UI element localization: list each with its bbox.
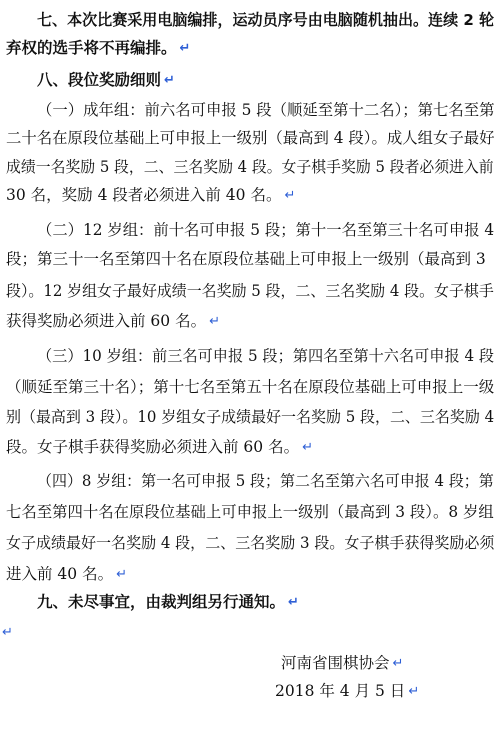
age12-group-line-2 — [0, 248, 500, 270]
line-text: 河南省围棋协会 — [281, 654, 390, 672]
age8-group-line-4 — [0, 563, 500, 585]
age12-group-line-4 — [0, 310, 500, 332]
adult-group-line-3 — [0, 156, 500, 178]
line-text: 二十名在原段位基础上可申报上一级别（最高到 4 段）。成人组女子最好 — [6, 129, 495, 147]
line-text: 段）。12 岁组女子最好成绩一名奖励 5 段，二、三名奖励 4 段。女子棋手 — [6, 282, 494, 300]
adult-group-line-4 — [0, 184, 500, 206]
age10-group-line-4 — [0, 436, 500, 458]
line-text: （三）10 岁组：前三名可申报 5 段；第四名至第十六名可申报 4 段 — [37, 347, 495, 365]
age10-group-line-1 — [0, 345, 500, 367]
line-text: （四）8 岁组：第一名可申报 5 段；第二名至第六名可申报 4 段；第 — [37, 472, 494, 490]
section-7-line-2 — [0, 37, 500, 59]
paragraph-mark-icon: ↵ — [209, 314, 220, 329]
line-text: 进入前 40 名。 — [6, 565, 114, 583]
line-text: 别（最高到 3 段）。10 岁组女子成绩最好一名奖励 5 段，二、三名奖励 4 — [6, 408, 495, 426]
paragraph-mark-icon: ↵ — [179, 41, 191, 56]
line-text: 七、本次比赛采用电脑编排，运动员序号由电脑随机抽出。连续 2 轮 — [37, 11, 495, 29]
empty-line — [0, 621, 500, 643]
age10-group-line-3 — [0, 406, 500, 428]
line-text: 七名至第四十名在原段位基础上可申报上一级别（最高到 3 段）。8 岁组 — [6, 503, 494, 521]
paragraph-mark-icon: ↵ — [164, 73, 175, 88]
section-8-heading — [0, 69, 500, 91]
line-text: 弃权的选手将不再编排。 — [6, 39, 177, 57]
line-text: 获得奖励必须进入前 60 名。 — [6, 312, 207, 330]
signature-organization — [0, 652, 500, 674]
section-9-line — [0, 591, 500, 613]
line-text: 30 名，奖励 4 段者必须进入前 40 名。 — [6, 186, 282, 204]
age12-group-line-3 — [0, 280, 500, 302]
signature-date — [0, 680, 500, 702]
paragraph-mark-icon: ↵ — [116, 567, 127, 582]
section-7-line-1 — [0, 9, 500, 31]
age12-group-line-1 — [0, 219, 500, 241]
paragraph-mark-icon: ↵ — [284, 188, 296, 203]
line-text: 段。女子棋手获得奖励必须进入前 60 名。 — [6, 438, 300, 456]
age8-group-line-2 — [0, 501, 500, 523]
paragraph-mark-icon: ↵ — [392, 656, 404, 671]
line-text: （顺延至第三十名）；第十七名至第五十名在原段位基础上可申报上一级 — [6, 378, 495, 396]
paragraph-mark-icon: ↵ — [408, 684, 420, 699]
line-text: 段；第三十一名至第四十名在原段位基础上可申报上一级别（最高到 3 — [6, 250, 486, 268]
age8-group-line-1 — [0, 470, 500, 492]
line-text: 八、段位奖励细则 — [37, 71, 162, 89]
line-text: （二）12 岁组：前十名可申报 5 段；第十一名至第三十名可申报 4 — [37, 221, 495, 239]
line-text: 2018 年 4 月 5 日 — [275, 682, 406, 700]
line-text: 女子成绩最好一名奖励 4 段，二、三名奖励 3 段。女子棋手获得奖励必须 — [6, 534, 495, 552]
line-text: 成绩一名奖励 5 段，二、三名奖励 4 段。女子棋手奖励 5 段者必须进入前 — [6, 158, 494, 176]
line-text: （一）成年组：前六名可申报 5 段（顺延至第十二名）；第七名至第 — [37, 101, 495, 119]
paragraph-mark-icon: ↵ — [302, 440, 313, 455]
adult-group-line-2 — [0, 127, 500, 149]
line-text: 九、未尽事宜，由裁判组另行通知。 — [37, 593, 286, 611]
paragraph-mark-icon: ↵ — [288, 595, 299, 610]
age10-group-line-2 — [0, 376, 500, 398]
adult-group-line-1 — [0, 99, 500, 121]
paragraph-mark-icon: ↵ — [2, 625, 13, 640]
age8-group-line-3 — [0, 532, 500, 554]
